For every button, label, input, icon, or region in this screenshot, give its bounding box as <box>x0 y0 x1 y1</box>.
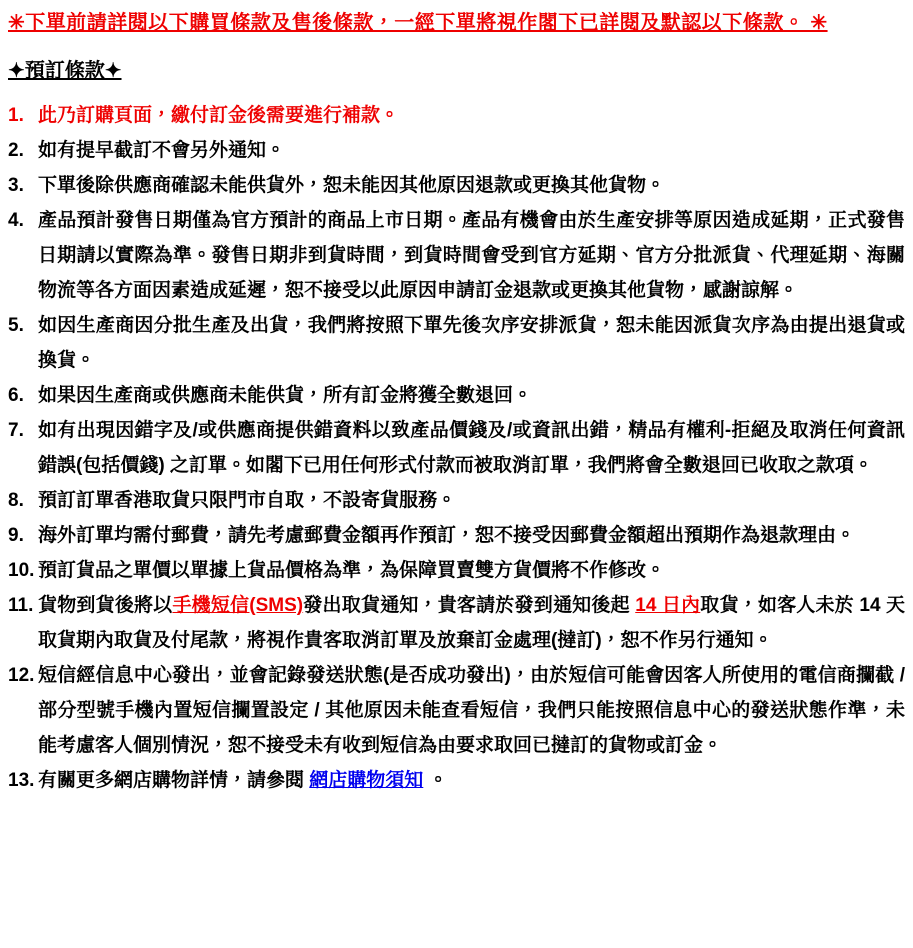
term-text: 預訂貨品之單價以單據上貨品價格為準，為保障買賣雙方貨價將不作修改。 <box>38 560 666 581</box>
terms-list <box>8 98 905 798</box>
term-item <box>8 203 905 308</box>
term-text: 海外訂單均需付郵費，請先考慮郵費金額再作預訂，恕不接受因郵費金額超出預期作為退款理由。 <box>38 525 856 546</box>
term-item <box>8 763 905 798</box>
term-number: 9. <box>8 525 24 546</box>
term-text: 有關更多網店購物詳情，請參閱 <box>38 770 310 791</box>
term-text: 貨物到貨後將以 <box>38 595 173 616</box>
term-item <box>8 553 905 588</box>
term-text: 此乃訂購頁面，繳付訂金後需要進行補款。 <box>38 105 400 126</box>
term-text: 下單後除供應商確認未能供貨外，恕未能因其他原因退款或更換其他貨物。 <box>38 175 666 196</box>
term-item <box>8 518 905 553</box>
term-number: 1. <box>8 105 24 126</box>
terms-warning-heading: ✳下單前請詳閱以下購買條款及售後條款，一經下單將視作閣下已詳閱及默認以下條款。 ✳ <box>8 12 828 34</box>
term-item <box>8 588 905 658</box>
term-number: 12. <box>8 665 35 686</box>
term-text: 取貨，如客人未於 14 天取貨期內取貨及付尾款，將視作貴客取消訂單及放棄訂金處理(撻訂)，恕不作另行通知。 <box>38 595 906 651</box>
term-number: 8. <box>8 490 24 511</box>
term-text: 如果因生產商或供應商未能供貨，所有訂金將獲全數退回。 <box>38 385 533 406</box>
term-number: 7. <box>8 420 24 441</box>
term-item <box>8 413 905 483</box>
term-number: 4. <box>8 210 24 231</box>
term-item <box>8 658 905 763</box>
term-number: 5. <box>8 315 24 336</box>
term-item <box>8 168 905 203</box>
term-text: 產品預計發售日期僅為官方預計的商品上市日期。產品有機會由於生產安排等原因造成延期，正式發售日期請以實際為準。發售日期非到貨時間，到貨時間會受到官方延期、官方分批派貨、代理延期、海關物流等各方面因素造成延遲，恕不接受以此原因申請訂金退款或更換其他貨物，感謝諒解。 <box>38 210 905 301</box>
term-item <box>8 483 905 518</box>
term-number: 13. <box>8 770 35 791</box>
term-text: 如有出現因錯字及/或供應商提供錯資料以致產品價錢及/或資訊出錯，精品有權利-拒絕及取消任何資訊錯誤(包括價錢) 之訂單。如閣下已用任何形式付款而被取消訂單，我們將會全數退回已收取之款項。 <box>38 420 905 476</box>
term-number: 6. <box>8 385 24 406</box>
shop-notice-link[interactable]: 網店購物須知 <box>309 770 424 791</box>
term-item <box>8 308 905 378</box>
term-text: 。 <box>423 770 448 791</box>
preorder-terms-title: ✦預訂條款✦ <box>8 60 122 82</box>
term-text: 14 日內 <box>635 595 701 616</box>
term-number: 3. <box>8 175 24 196</box>
term-item <box>8 98 905 133</box>
term-text: 短信經信息中心發出，並會記錄發送狀態(是否成功發出)，由於短信可能會因客人所使用的電信商攔截 / 部分型號手機內置短信攔置設定 / 其他原因未能查看短信，我們只能按照信息中心的發送狀態作準，未能考慮客人個別情況，恕不接受未有收到短信為由要求取回已撻訂的貨物或訂金。 <box>38 665 905 756</box>
term-text: 預訂訂單香港取貨只限門市自取，不設寄貨服務。 <box>38 490 457 511</box>
term-number: 10. <box>8 560 35 581</box>
term-text: 發出取貨通知，貴客請於發到通知後起 <box>303 595 636 616</box>
term-text: 如有提早截訂不會另外通知。 <box>38 140 286 161</box>
term-item <box>8 378 905 413</box>
term-number: 2. <box>8 140 24 161</box>
term-number: 11. <box>8 595 34 616</box>
term-text: 手機短信(SMS) <box>172 595 304 616</box>
term-item <box>8 133 905 168</box>
term-text: 如因生產商因分批生產及出貨，我們將按照下單先後次序安排派貨，恕未能因派貨次序為由提出退貨或換貨。 <box>38 315 905 371</box>
